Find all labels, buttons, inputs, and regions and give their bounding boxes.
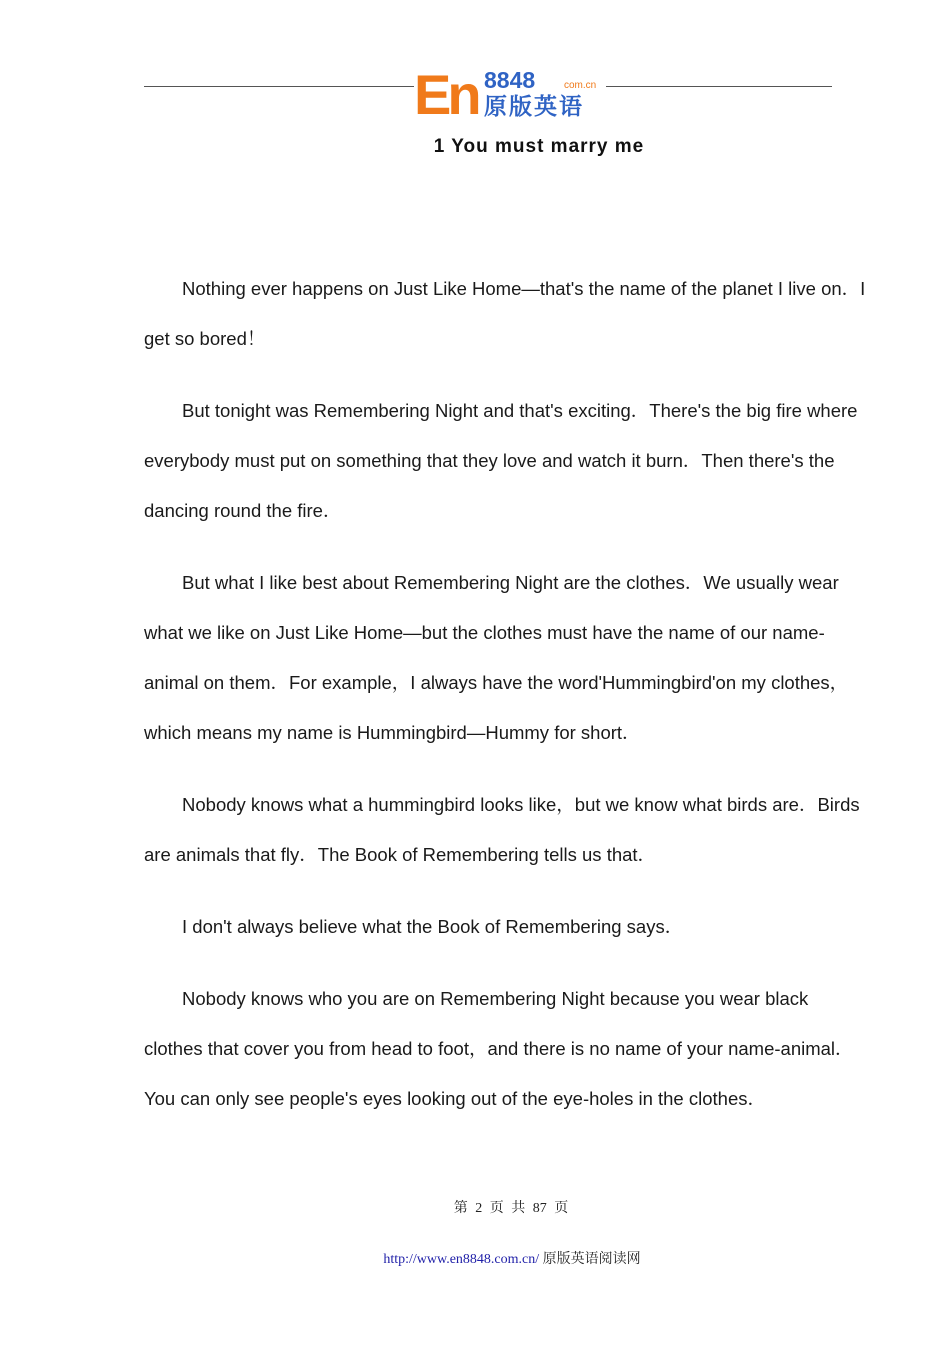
paragraph-6: Nobody knows who you are on Remembering Night because you wear black clothes that cover you from head to foot，and there is no name of your name-animal．You can only see people's eyes looking out of the eye-holes in the clothes．: [144, 988, 854, 1109]
logo-domain-text: com.cn: [564, 80, 597, 91]
paragraph-3: But what I like best about Remembering Night are the clothes．We usually wear what we like on Just Like Home—but the clothes must have the name of our name-animal on them．For example，I always have the word'Hummingbird'on my clothes，which means my name is Hummingbird—Hummy for short．: [144, 572, 849, 743]
logo-graphic: [414, 66, 606, 118]
logo-digits-text: 8848: [484, 67, 536, 93]
footer-site-name: 原版英语阅读网: [542, 1252, 641, 1267]
header-rule-right: [606, 86, 832, 87]
footer-site-line: [0, 1248, 950, 1268]
header-rule-left: [144, 86, 414, 87]
footer-url-link[interactable]: http://www.en8848.com.cn/: [383, 1252, 540, 1267]
paragraph-2: But tonight was Remembering Night and that's exciting．There's the big fire where everybody must put on something that they love and watch it burn．Then there's the dancing round the fire．: [144, 400, 858, 521]
logo-en-text: En: [414, 66, 478, 118]
page-number: 第 2 页 共 87 页: [453, 1201, 569, 1216]
logo-cn-text: 原版英语: [484, 94, 584, 118]
paragraph-1: Nothing ever happens on Just Like Home—that's the name of the planet I live on．I get so bored！: [144, 278, 866, 349]
paragraph-5: I don't always believe what the Book of Remembering says．: [182, 916, 684, 937]
chapter-title: 1 You must marry me: [433, 136, 645, 157]
chapter-body: [144, 264, 866, 1146]
en8848-logo[interactable]: [414, 66, 606, 118]
paragraph-4: Nobody knows what a hummingbird looks like，but we know what birds are．Birds are animals that fly．The Book of Remembering tells us that．: [144, 794, 860, 865]
